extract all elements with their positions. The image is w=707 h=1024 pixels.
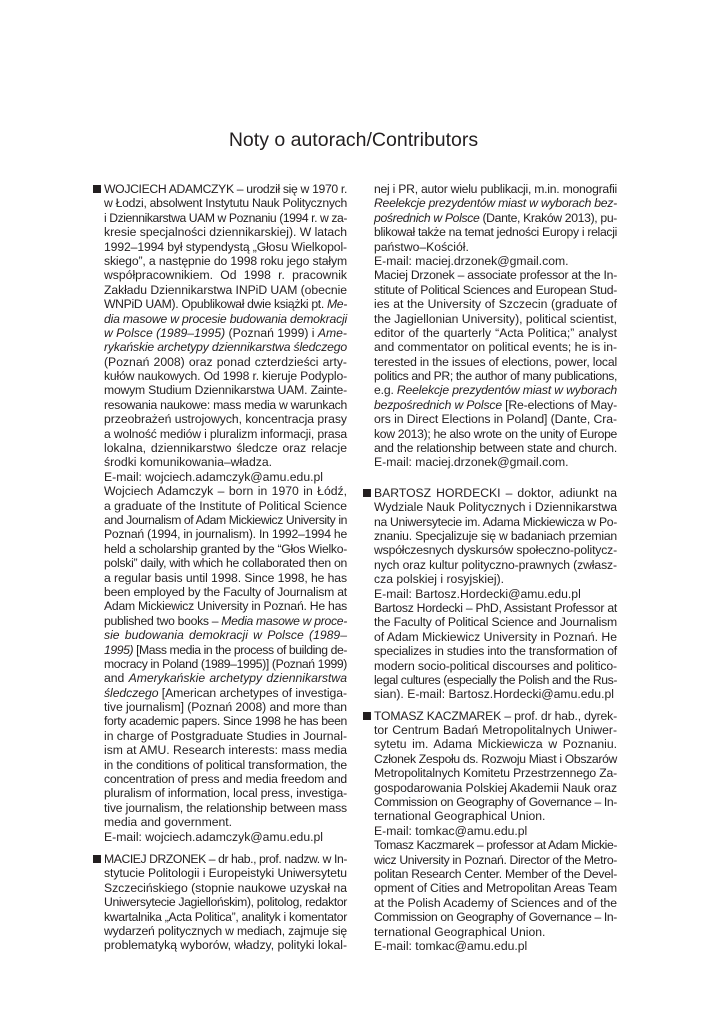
text: of Adam Mickiewicz University in Poznań. He bbox=[374, 629, 617, 644]
text: blikował także na temat jedności Europy i relacji bbox=[374, 225, 617, 240]
text: specializes in studies into the transformation of bbox=[374, 644, 617, 659]
text-line bbox=[374, 896, 617, 910]
text: held a scholarship granted by the “Głos Wielko- bbox=[104, 541, 347, 556]
text-line bbox=[374, 752, 617, 766]
italic-text: Ame- bbox=[317, 325, 347, 340]
text: tive journalism] (Poznań 2008) and more than bbox=[104, 700, 347, 715]
text-line bbox=[374, 673, 617, 687]
text: E-mail: maciej.drzonek@gmail.com. bbox=[374, 253, 569, 268]
text-line bbox=[104, 743, 347, 757]
text-line bbox=[104, 657, 347, 671]
text: Poznań (1994, in journalism). In 1992–1994 he bbox=[104, 527, 347, 542]
text-line bbox=[104, 866, 347, 880]
text: a regular basis until 1998. Since 1998, he has bbox=[104, 570, 347, 585]
text: at the Polish Academy of Sciences and of the bbox=[374, 895, 617, 910]
text: editor of the quarterly “Acta Politica;” analyst bbox=[374, 325, 617, 340]
italic-text: w Polsce (1989–1995) bbox=[104, 325, 226, 340]
text: pluralism of information, local press, investiga- bbox=[104, 786, 347, 801]
text: the Faculty of Political Science and Journalism bbox=[374, 615, 617, 630]
text: stytucie Politologii i Europeistyki Uniwersytetu bbox=[104, 866, 347, 881]
text-line bbox=[104, 398, 347, 412]
text-line bbox=[374, 398, 617, 412]
text-line bbox=[374, 427, 617, 441]
text: ors in Direct Elections in Poland] (Dante, Cra- bbox=[374, 412, 617, 427]
text: Szczecińskiego (stopnie naukowe uzyskał na bbox=[104, 880, 347, 895]
text-line bbox=[104, 484, 347, 498]
text: media and government. bbox=[104, 815, 233, 830]
text-line bbox=[374, 659, 617, 673]
text-line bbox=[104, 499, 347, 513]
text: published two books – bbox=[104, 613, 222, 628]
text: znaniu. Specjalizuje się w badaniach przemian bbox=[374, 528, 617, 543]
text: E-mail: wojciech.adamczyk@amu.edu.pl bbox=[104, 829, 323, 844]
text: (Poznań 2008) oraz ponad czterdzieści arty- bbox=[104, 354, 347, 369]
text: Commission on Geography of Governance – In- bbox=[374, 910, 617, 925]
text: współpracownikiem. Od 1998 r. pracownik bbox=[104, 268, 347, 283]
text-line bbox=[104, 910, 347, 924]
text-line bbox=[374, 297, 617, 311]
text-line bbox=[374, 939, 617, 953]
text: kow 2013); he also wrote on the unity of Europe bbox=[374, 426, 617, 441]
text: Zakładu Dziennikarstwa INPiD UAM (obecnie bbox=[104, 282, 347, 297]
text: [American archetypes of investiga- bbox=[158, 685, 347, 700]
text-line bbox=[374, 737, 617, 751]
text-line bbox=[374, 182, 617, 196]
text-line bbox=[104, 729, 347, 743]
text: sian). E-mail: Bartosz.Hordecki@amu.edu.pl bbox=[374, 687, 614, 702]
text: Bartosz Hordecki – PhD, Assistant Professor at bbox=[374, 600, 617, 615]
italic-text: Reelekcje prezydentów miast w wyborach bbox=[396, 383, 617, 398]
text-line bbox=[104, 326, 347, 340]
text: skiego”, a następnie do 1998 roku jego stałym bbox=[104, 253, 347, 268]
text-line bbox=[374, 587, 617, 601]
text-line bbox=[374, 809, 617, 823]
text-line bbox=[374, 795, 617, 809]
text: wicz University in Poznań. Director of the Metro- bbox=[374, 852, 617, 867]
text: kwartalnika „Acta Politica”, analityk i komentator bbox=[104, 909, 347, 924]
text-line bbox=[374, 383, 617, 397]
text-line bbox=[374, 355, 617, 369]
text: Adam Mickiewicz University in Poznań. He has bbox=[104, 599, 347, 614]
text: Metropolitalnych Komitetu Przestrzennego Za- bbox=[374, 766, 617, 781]
left-column bbox=[104, 182, 347, 953]
text-line bbox=[374, 441, 617, 455]
text: TOMASZ KACZMAREK – prof. dr hab., dyrek- bbox=[374, 708, 617, 723]
text-line bbox=[104, 714, 347, 728]
text-line bbox=[104, 585, 347, 599]
text-line bbox=[374, 572, 617, 586]
text-line bbox=[374, 455, 617, 469]
text-line bbox=[104, 470, 347, 484]
text-line bbox=[104, 881, 347, 895]
right-column bbox=[374, 182, 617, 953]
text: ternational Geographical Union. bbox=[374, 924, 546, 939]
text-line bbox=[104, 643, 347, 657]
page-title: Noty o autorach/Contributors bbox=[228, 129, 479, 151]
text-line bbox=[374, 543, 617, 557]
text: Wydziale Nauk Politycznych i Dziennikarstwa bbox=[374, 500, 617, 515]
text-line bbox=[374, 644, 617, 658]
text-line bbox=[104, 340, 347, 354]
text-line bbox=[104, 283, 347, 297]
text: nej i PR, autor wielu publikacji, m.in. monografii bbox=[374, 182, 617, 196]
text: resowania naukowe: mass media w warunkach bbox=[104, 397, 347, 412]
text: kresie specjalności dziennikarskiej). W latach bbox=[104, 225, 347, 240]
text: problematyką wyborów, władzy, polityki lokal- bbox=[104, 938, 347, 953]
text: państwo–Kościół. bbox=[374, 239, 469, 254]
text-line bbox=[104, 427, 347, 441]
text-line bbox=[374, 412, 617, 426]
text: and commentator on political events; he is in- bbox=[374, 340, 617, 355]
text: mowym Studium Dziennikarstwa UAM. Zainte- bbox=[104, 383, 347, 398]
italic-text: sie budowania demokracji w Polsce (1989– bbox=[104, 628, 347, 643]
text: kułów naukowych. Od 1998 r. kieruje Podyplo- bbox=[104, 369, 347, 384]
text-line bbox=[374, 268, 617, 282]
italic-text: 1995) bbox=[104, 642, 134, 657]
text: concentration of press and media freedom and bbox=[104, 772, 347, 787]
text-line bbox=[104, 686, 347, 700]
text-line bbox=[104, 556, 347, 570]
text-line bbox=[374, 240, 617, 254]
text: E-mail: wojciech.adamczyk@amu.edu.pl bbox=[104, 469, 323, 484]
text-line bbox=[374, 766, 617, 780]
italic-text: śledczego bbox=[104, 685, 159, 700]
text: w Łodzi, absolwent Instytutu Nauk Politycznych bbox=[104, 196, 347, 211]
text: e.g. bbox=[374, 383, 397, 398]
bullet-square-icon bbox=[93, 855, 101, 863]
text: ies at the University of Szczecin (graduate of bbox=[374, 297, 617, 312]
text: a graduate of the Institute of Political Science bbox=[104, 498, 347, 513]
text: Commission on Geography of Governance – In- bbox=[374, 795, 617, 810]
text-line bbox=[104, 772, 347, 786]
text: i Dziennikarstwa UAM w Poznaniu (1994 r. w za- bbox=[104, 210, 347, 225]
text-line bbox=[104, 671, 347, 685]
text: stitute of Political Sciences and European Stud- bbox=[374, 282, 617, 297]
text: [Mass media in the process of building de- bbox=[133, 642, 347, 657]
text-line bbox=[374, 867, 617, 881]
text-line bbox=[374, 723, 617, 737]
text: lokalna, dziennikarstwo śledcze oraz relacje bbox=[104, 441, 347, 456]
text: nych oraz kultur polityczno-prawnych (zwłasz- bbox=[374, 557, 617, 572]
text: na Uniwersytecie im. Adama Mickiewicza w Po- bbox=[374, 514, 617, 529]
text-line bbox=[104, 801, 347, 815]
text: Uniwersytecie Jagiellońskim), politolog, redaktor bbox=[104, 895, 347, 910]
text: Wojciech Adamczyk – born in 1970 in Łódź, bbox=[104, 484, 347, 499]
text-line bbox=[374, 283, 617, 297]
text: przeobrażeń ustrojowych, koncentracja prasy bbox=[104, 412, 347, 427]
text-line bbox=[374, 486, 617, 500]
text: wydarzeń politycznych w mediach, zajmuje się bbox=[104, 923, 347, 938]
text-line bbox=[104, 211, 347, 225]
text: and Journalism of Adam Mickiewicz University in bbox=[104, 512, 347, 527]
text: a wolność mediów i pluralizm informacji, prasa bbox=[104, 426, 347, 441]
text: Członek Zespołu ds. Rozwoju Miast i Obszarów bbox=[374, 751, 617, 766]
text-line bbox=[374, 515, 617, 529]
text: the Jagiellonian University), political scientist, bbox=[374, 311, 617, 326]
text-line bbox=[374, 369, 617, 383]
text: (Dante, Kraków 2013), pu- bbox=[479, 210, 617, 225]
text-line bbox=[104, 895, 347, 909]
contributor-entry-hordecki bbox=[374, 486, 617, 702]
text: (Poznań 1999) i bbox=[225, 325, 318, 340]
text-line bbox=[104, 758, 347, 772]
text-line bbox=[104, 297, 347, 311]
text: forty academic papers. Since 1998 he has been bbox=[104, 714, 347, 729]
text-line bbox=[374, 312, 617, 326]
text: terested in the issues of elections, power, local bbox=[374, 354, 617, 369]
text-line bbox=[374, 881, 617, 895]
text: and the relationship between state and church. bbox=[374, 441, 617, 456]
italic-text: Media masowe w proce- bbox=[221, 613, 347, 628]
contributor-entry-drzonek bbox=[104, 852, 347, 953]
bullet-square-icon bbox=[363, 489, 371, 497]
text: in charge of Postgraduate Studies in Journal- bbox=[104, 728, 347, 743]
contributor-entry-kaczmarek bbox=[374, 709, 617, 954]
text-line bbox=[374, 529, 617, 543]
text: 1992–1994 był stypendystą „Głosu Wielkopol- bbox=[104, 239, 347, 254]
text: modern socio-political discourses and politico- bbox=[374, 658, 617, 673]
italic-text: Me- bbox=[326, 297, 347, 312]
text-line bbox=[104, 254, 347, 268]
text-line bbox=[104, 225, 347, 239]
text: Tomasz Kaczmarek – professor at Adam Mickie- bbox=[374, 838, 617, 853]
text: E-mail: tomkac@amu.edu.pl bbox=[374, 823, 528, 838]
text-line bbox=[104, 700, 347, 714]
text: [Re-elections of May- bbox=[501, 397, 617, 412]
text-line bbox=[104, 369, 347, 383]
text-line bbox=[104, 182, 347, 196]
text: E-mail: tomkac@amu.edu.pl bbox=[374, 938, 528, 953]
text: legal cultures (especially the Polish and the Rus- bbox=[374, 672, 617, 687]
text-line bbox=[104, 815, 347, 829]
text-line bbox=[104, 383, 347, 397]
text-line bbox=[374, 326, 617, 340]
text-line bbox=[104, 542, 347, 556]
text: BARTOSZ HORDECKI – doktor, adiunkt na bbox=[374, 485, 617, 500]
text-line bbox=[104, 830, 347, 844]
text-line bbox=[104, 196, 347, 210]
contributor-entry-adamczyk bbox=[104, 182, 347, 844]
text: ism at AMU. Research interests: mass media bbox=[104, 743, 347, 758]
text: cza polskiej i rosyjskiej). bbox=[374, 572, 505, 587]
text-line bbox=[374, 687, 617, 701]
text: mocracy in Poland (1989–1995)] (Poznań 1999) bbox=[104, 656, 347, 671]
contributor-entry-drzonek-continued bbox=[374, 182, 617, 470]
text-line bbox=[104, 441, 347, 455]
text-line bbox=[374, 225, 617, 239]
text-line bbox=[374, 601, 617, 615]
text: tive journalism, the relationship between mass bbox=[104, 800, 347, 815]
text-line bbox=[374, 824, 617, 838]
bullet-square-icon bbox=[363, 712, 371, 720]
text-line bbox=[104, 628, 347, 642]
text-line bbox=[104, 614, 347, 628]
italic-text: rykańskie archetypy dziennikarstwa śledczego bbox=[104, 340, 347, 355]
text: środki komunikowania–władza. bbox=[104, 455, 273, 470]
text-line bbox=[374, 781, 617, 795]
italic-text: pośrednich w Polsce bbox=[374, 210, 480, 225]
text-line bbox=[104, 599, 347, 613]
text-line bbox=[374, 709, 617, 723]
text-line bbox=[374, 500, 617, 514]
text: E-mail: Bartosz.Hordecki@amu.edu.pl bbox=[374, 586, 581, 601]
text-line bbox=[374, 340, 617, 354]
text: ternational Geographical Union. bbox=[374, 809, 546, 824]
text-line bbox=[374, 630, 617, 644]
text: been employed by the Faculty of Journalism at bbox=[104, 584, 347, 599]
italic-text: Amerykańskie archetypy dziennikarstwa bbox=[128, 671, 347, 686]
text: WOJCIECH ADAMCZYK – urodził się w 1970 r. bbox=[104, 182, 347, 196]
text-line bbox=[104, 455, 347, 469]
text-line bbox=[374, 615, 617, 629]
text-line bbox=[104, 571, 347, 585]
text: opment of Cities and Metropolitan Areas Team bbox=[374, 881, 617, 896]
text-line bbox=[104, 786, 347, 800]
text-line bbox=[104, 527, 347, 541]
text-line bbox=[104, 355, 347, 369]
text: in the conditions of political transformation, the bbox=[104, 757, 347, 772]
text-line bbox=[374, 838, 617, 852]
text: Maciej Drzonek – associate professor at the In- bbox=[374, 268, 617, 283]
text-line bbox=[374, 196, 617, 210]
text: politics and PR; the author of many publications, bbox=[374, 369, 617, 384]
text-line bbox=[374, 254, 617, 268]
text: politan Research Center. Member of the Devel- bbox=[374, 866, 617, 881]
italic-text: Reelekcje prezydentów miast w wyborach bez- bbox=[374, 196, 617, 211]
text-line bbox=[104, 240, 347, 254]
text-line bbox=[104, 268, 347, 282]
text-line bbox=[104, 938, 347, 952]
text-line bbox=[104, 513, 347, 527]
text: WNPiD UAM). Opublikował dwie książki pt. bbox=[104, 297, 327, 312]
text: and bbox=[104, 671, 129, 686]
italic-text: bezpośrednich w Polsce bbox=[374, 397, 502, 412]
text-line bbox=[104, 412, 347, 426]
text-line bbox=[104, 312, 347, 326]
text: E-mail: maciej.drzonek@gmail.com. bbox=[374, 455, 569, 470]
text: polski” daily, with which he collaborated then on bbox=[104, 556, 347, 571]
italic-text: dia masowe w procesie budowania demokracji bbox=[104, 311, 347, 326]
text: sytetu im. Adama Mickiewicza w Poznaniu. bbox=[374, 737, 617, 752]
text-line bbox=[374, 558, 617, 572]
text-line bbox=[374, 910, 617, 924]
text: gospodarowania Polskiej Akademii Nauk oraz bbox=[374, 780, 617, 795]
text: współczesnych dyskursów społeczno-politycz- bbox=[374, 543, 617, 558]
text-line bbox=[374, 211, 617, 225]
text: tor Centrum Badań Metropolitalnych Uniwer- bbox=[374, 723, 617, 738]
text-line bbox=[374, 853, 617, 867]
text: MACIEJ DRZONEK – dr hab., prof. nadzw. w In- bbox=[104, 851, 347, 866]
bullet-square-icon bbox=[93, 185, 101, 193]
text-line bbox=[104, 924, 347, 938]
text-line bbox=[374, 925, 617, 939]
text-line bbox=[104, 852, 347, 866]
